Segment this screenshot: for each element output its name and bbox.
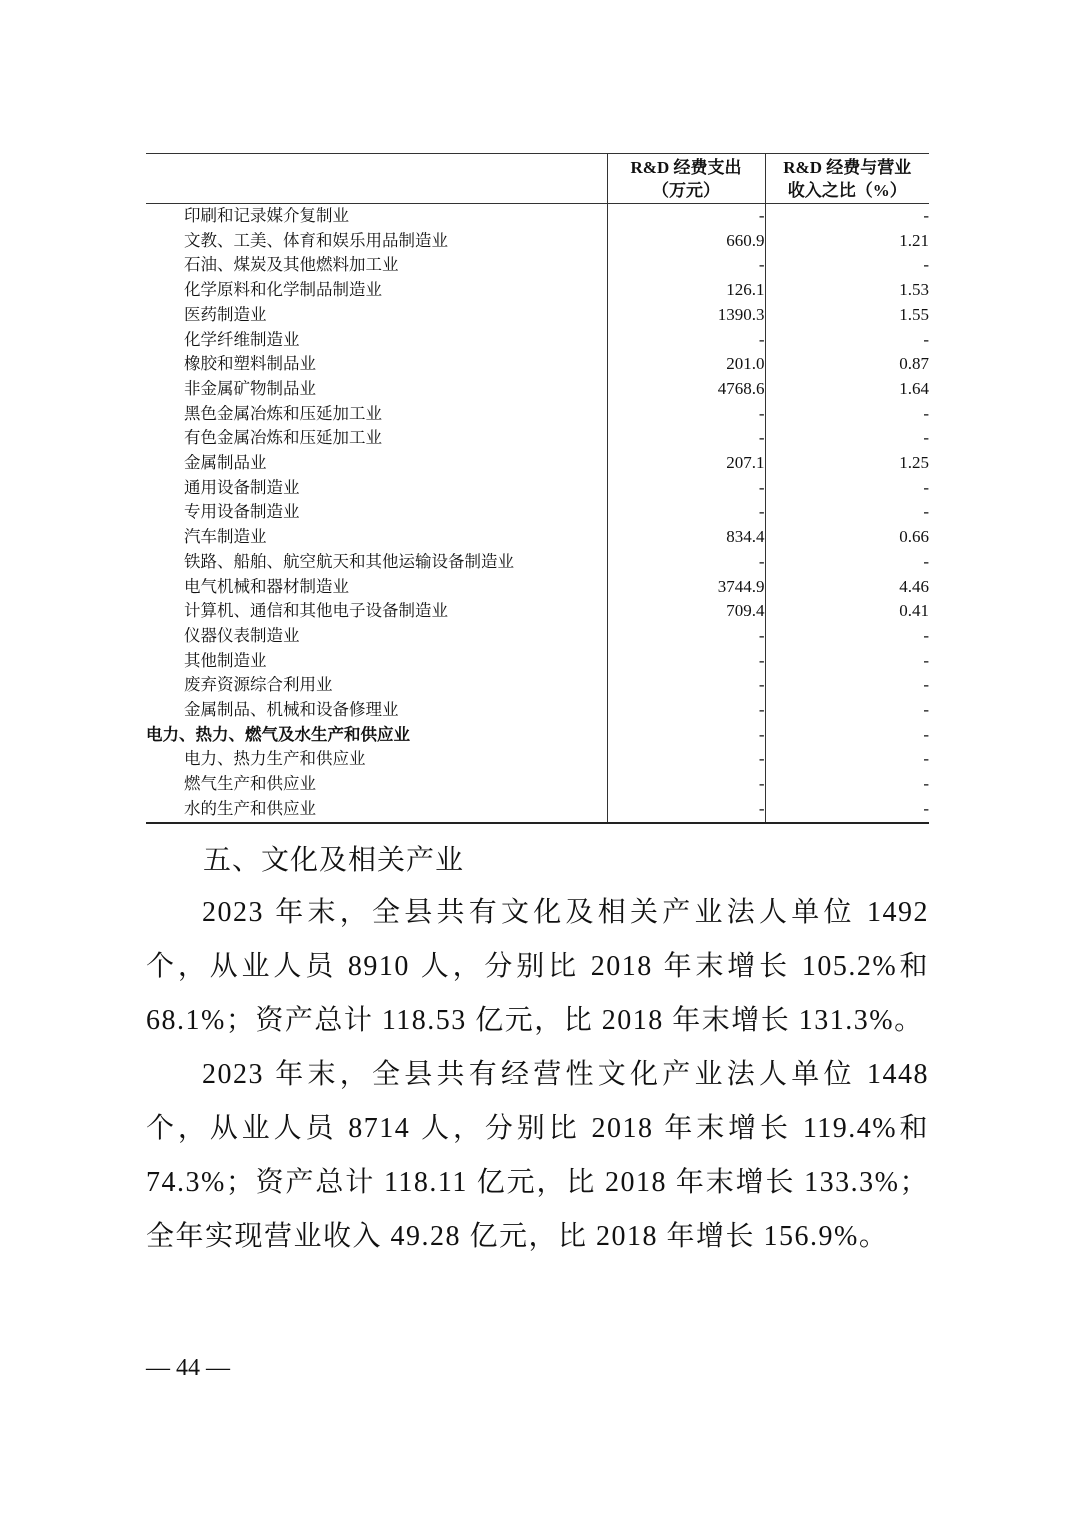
table-row <box>146 377 929 402</box>
rd-expense-table <box>146 153 929 824</box>
table-row <box>146 303 929 328</box>
rd-ratio-cell: - <box>765 253 929 278</box>
industry-name-cell: 其他制造业 <box>184 650 267 670</box>
rd-expense-cell: - <box>607 204 765 229</box>
table-row <box>146 426 929 451</box>
industry-name-cell: 电力、热力、燃气及水生产和供应业 <box>146 724 410 744</box>
industry-name-cell: 有色金属冶炼和压延加工业 <box>184 428 382 448</box>
table-row <box>146 402 929 427</box>
industry-name-cell: 废弃资源综合利用业 <box>184 675 333 695</box>
rd-ratio-cell: - <box>765 649 929 674</box>
rd-ratio-cell: 0.66 <box>765 525 929 550</box>
industry-name-cell: 印刷和记录媒介复制业 <box>184 206 349 225</box>
rd-ratio-cell: - <box>765 624 929 649</box>
rd-expense-cell: - <box>607 772 765 797</box>
rd-expense-cell: - <box>607 649 765 674</box>
rd-expense-cell: - <box>607 723 765 748</box>
rd-ratio-cell: - <box>765 797 929 823</box>
rd-ratio-cell: - <box>765 328 929 353</box>
rd-ratio-cell: - <box>765 426 929 451</box>
table-row <box>146 328 929 353</box>
table-row <box>146 204 929 229</box>
rd-ratio-cell: - <box>765 698 929 723</box>
industry-name-cell: 水的生产和供应业 <box>146 797 607 823</box>
table-row <box>146 451 929 476</box>
industry-name-cell: 计算机、通信和其他电子设备制造业 <box>184 601 448 621</box>
table-row <box>146 575 929 600</box>
rd-expense-cell: 4768.6 <box>607 377 765 402</box>
rd-ratio-cell: - <box>765 402 929 427</box>
rd-expense-cell: - <box>607 426 765 451</box>
industry-name-cell: 黑色金属冶炼和压延加工业 <box>184 403 382 423</box>
rd-expense-cell: - <box>607 550 765 575</box>
table-row <box>146 624 929 649</box>
rd-expense-cell: 201.0 <box>607 352 765 377</box>
rd-expense-cell: - <box>607 624 765 649</box>
industry-name-cell: 石油、煤炭及其他燃料加工业 <box>184 255 399 275</box>
rd-expense-cell: - <box>607 747 765 772</box>
table-row <box>146 649 929 674</box>
header-rd-expense-line1: R&D 经费支出 <box>630 157 742 177</box>
rd-ratio-cell: 1.55 <box>765 303 929 328</box>
rd-ratio-cell: - <box>765 772 929 797</box>
rd-ratio-cell: - <box>765 747 929 772</box>
rd-ratio-cell: 0.41 <box>765 599 929 624</box>
table-row <box>146 772 929 797</box>
industry-name-cell: 文教、工美、体育和娱乐用品制造业 <box>184 230 448 250</box>
header-industry <box>146 154 607 204</box>
header-rd-expense <box>607 154 765 204</box>
rd-expense-cell: - <box>607 698 765 723</box>
table-row <box>146 599 929 624</box>
rd-ratio-cell: - <box>765 500 929 525</box>
rd-ratio-cell: 1.53 <box>765 278 929 303</box>
industry-name-cell: 汽车制造业 <box>184 527 267 547</box>
industry-name-cell: 专用设备制造业 <box>184 502 300 522</box>
rd-ratio-cell: 1.25 <box>765 451 929 476</box>
industry-name-cell: 非金属矿物制品业 <box>184 378 316 398</box>
table-row <box>146 476 929 501</box>
rd-expense-cell: - <box>607 253 765 278</box>
table-row <box>146 723 929 748</box>
rd-expense-cell: 207.1 <box>607 451 765 476</box>
page-number: — 44 — <box>146 1355 230 1381</box>
rd-ratio-cell: - <box>765 476 929 501</box>
rd-ratio-cell: - <box>765 723 929 748</box>
rd-ratio-cell: 1.64 <box>765 377 929 402</box>
rd-expense-cell: - <box>607 328 765 353</box>
industry-name-cell: 电气机械和器材制造业 <box>184 576 349 596</box>
table-row <box>146 352 929 377</box>
industry-name-cell: 仪器仪表制造业 <box>184 625 300 645</box>
rd-expense-cell: 834.4 <box>607 525 765 550</box>
industry-name-cell: 橡胶和塑料制品业 <box>184 354 316 374</box>
industry-name-cell: 化学纤维制造业 <box>184 329 300 349</box>
rd-ratio-cell: - <box>765 550 929 575</box>
industry-name-cell: 燃气生产和供应业 <box>184 774 316 794</box>
industry-name-cell: 通用设备制造业 <box>184 477 300 497</box>
section-heading: 五、文化及相关产业 <box>203 843 465 876</box>
rd-ratio-cell: - <box>765 673 929 698</box>
industry-name-cell: 化学原料和化学制品制造业 <box>184 280 382 300</box>
rd-ratio-cell: 4.46 <box>765 575 929 600</box>
rd-expense-cell: - <box>607 797 765 823</box>
rd-ratio-cell: 1.21 <box>765 229 929 254</box>
rd-expense-cell: - <box>607 402 765 427</box>
header-rd-ratio-line1: R&D 经费与营业 <box>783 157 912 177</box>
table-header-row <box>146 154 929 204</box>
rd-ratio-cell: 0.87 <box>765 352 929 377</box>
table-row <box>146 278 929 303</box>
industry-name-cell: 医药制造业 <box>184 304 267 324</box>
paragraph-1: 2023 年末，全县共有文化及相关产业法人单位 1492 个，从业人员 8910 人，分别比 2018 年末增长 105.2%和 68.1%；资产总计 118.53 亿元，比 2018 年末增长 131.3%。 <box>146 897 929 1036</box>
industry-name-cell: 电力、热力生产和供应业 <box>184 749 366 769</box>
industry-name-cell: 金属制品业 <box>184 453 267 473</box>
table-row <box>146 229 929 254</box>
table-row <box>146 525 929 550</box>
industry-name-cell: 金属制品、机械和设备修理业 <box>184 700 399 720</box>
rd-expense-cell: 3744.9 <box>607 575 765 600</box>
table-row <box>146 500 929 525</box>
header-rd-ratio-line2: 收入之比（%） <box>787 180 907 200</box>
rd-expense-cell: 660.9 <box>607 229 765 254</box>
rd-expense-table-container <box>146 153 929 824</box>
header-rd-ratio <box>765 154 929 204</box>
table-row <box>146 698 929 723</box>
rd-expense-cell: 126.1 <box>607 278 765 303</box>
header-rd-expense-line2: （万元） <box>652 180 720 200</box>
industry-name-cell: 铁路、船舶、航空航天和其他运输设备制造业 <box>184 551 514 571</box>
table-row <box>146 673 929 698</box>
table-body <box>146 204 929 823</box>
rd-expense-cell: - <box>607 500 765 525</box>
rd-expense-cell: 1390.3 <box>607 303 765 328</box>
rd-expense-cell: - <box>607 476 765 501</box>
rd-expense-cell: - <box>607 673 765 698</box>
rd-expense-cell: 709.4 <box>607 599 765 624</box>
paragraph-2: 2023 年末，全县共有经营性文化产业法人单位 1448 个，从业人员 8714 人，分别比 2018 年末增长 119.4%和 74.3%；资产总计 118.11 亿元，比 2018 年末增长 133.3%；全年实现营业收入 49.28 亿元，比 2018 年增长 156.9%。 <box>146 1059 929 1252</box>
table-row <box>146 747 929 772</box>
rd-ratio-cell: - <box>765 204 929 229</box>
table-row <box>146 550 929 575</box>
table-row <box>146 253 929 278</box>
table-row <box>146 797 929 823</box>
